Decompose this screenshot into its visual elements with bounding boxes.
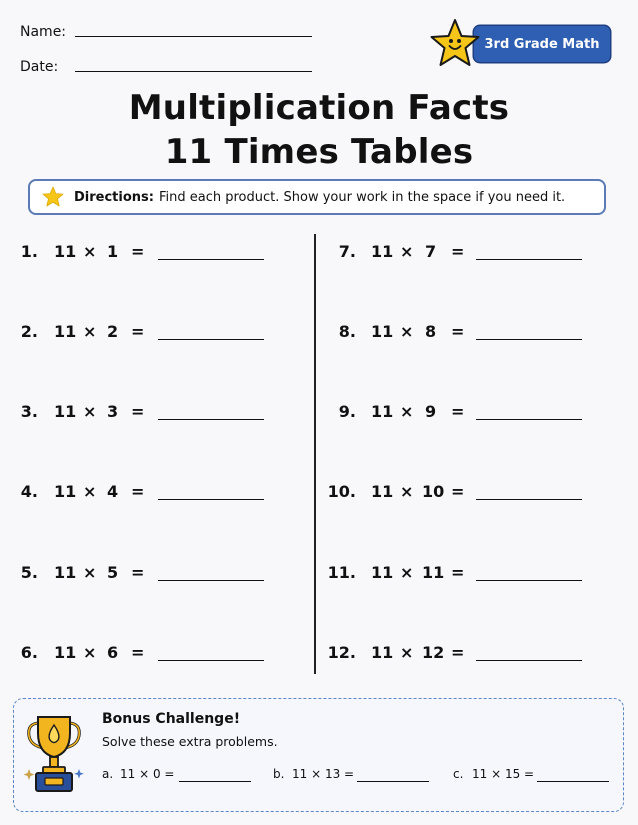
bonus-item-label: c.	[453, 767, 464, 781]
problem-factor-a: 11	[54, 402, 77, 421]
problem-number: 2.	[20, 322, 38, 341]
equals-sign: =	[451, 242, 465, 261]
problem-factor-a: 11	[54, 563, 77, 582]
problem-factor-b: 10	[422, 482, 445, 501]
grade-badge	[428, 18, 614, 70]
answer-blank[interactable]	[476, 580, 582, 581]
times-sign: ×	[400, 563, 414, 582]
answer-blank[interactable]	[476, 419, 582, 420]
problem-factor-b: 5	[107, 563, 119, 582]
answer-blank[interactable]	[158, 259, 264, 260]
problem-item	[318, 480, 632, 504]
date-field[interactable]	[75, 70, 312, 72]
times-sign: ×	[400, 402, 414, 421]
problem-factor-a: 11	[54, 643, 77, 662]
problem-number: 9.	[338, 402, 356, 421]
problem-factor-b: 12	[422, 643, 445, 662]
bonus-item-label: b.	[273, 767, 285, 781]
bonus-answer-blank[interactable]	[357, 781, 429, 782]
star-face-icon	[428, 18, 482, 70]
problem-number: 10.	[327, 482, 356, 501]
trophy-icon	[24, 711, 84, 801]
problem-number: 8.	[338, 322, 356, 341]
problem-item	[318, 561, 632, 585]
directions-box	[28, 179, 606, 215]
problem-factor-a: 11	[371, 643, 394, 662]
date-label: Date:	[20, 59, 59, 75]
times-sign: ×	[83, 482, 97, 501]
answer-blank[interactable]	[158, 499, 264, 500]
answer-blank[interactable]	[158, 419, 264, 420]
problem-item	[318, 320, 632, 344]
times-sign: ×	[400, 242, 414, 261]
times-sign: ×	[83, 563, 97, 582]
problem-number: 4.	[20, 482, 38, 501]
bonus-item-expression: 11 × 0 =	[120, 767, 175, 781]
bonus-title: Bonus Challenge!	[102, 711, 241, 727]
problem-number: 11.	[327, 563, 356, 582]
problem-factor-b: 7	[425, 242, 437, 261]
answer-blank[interactable]	[476, 339, 582, 340]
times-sign: ×	[400, 482, 414, 501]
equals-sign: =	[131, 242, 145, 261]
star-icon	[42, 186, 64, 208]
problem-factor-a: 11	[371, 482, 394, 501]
name-label: Name:	[20, 24, 67, 40]
problem-number: 12.	[327, 643, 356, 662]
directions-text: Find each product. Show your work in the space if you need it.	[158, 189, 566, 205]
problem-factor-a: 11	[371, 563, 394, 582]
answer-blank[interactable]	[158, 660, 264, 661]
problem-factor-b: 8	[425, 322, 437, 341]
problem-factor-b: 6	[107, 643, 119, 662]
column-divider	[314, 234, 316, 674]
equals-sign: =	[131, 563, 145, 582]
bonus-challenge-box	[13, 698, 624, 812]
problem-factor-a: 11	[371, 322, 394, 341]
directions-label: Directions:	[74, 189, 154, 205]
times-sign: ×	[400, 322, 414, 341]
problem-factor-a: 11	[54, 242, 77, 261]
problem-factor-b: 11	[422, 563, 445, 582]
bonus-subtitle: Solve these extra problems.	[102, 734, 278, 749]
problem-item	[318, 400, 632, 424]
bonus-answer-blank[interactable]	[179, 781, 251, 782]
times-sign: ×	[83, 643, 97, 662]
equals-sign: =	[451, 643, 465, 662]
problem-item	[0, 240, 314, 264]
problem-factor-b: 4	[107, 482, 119, 501]
problem-item	[318, 240, 632, 264]
times-sign: ×	[83, 322, 97, 341]
page-title-line-2: 11 Times Tables	[164, 132, 474, 172]
equals-sign: =	[131, 482, 145, 501]
equals-sign: =	[131, 402, 145, 421]
equals-sign: =	[451, 563, 465, 582]
answer-blank[interactable]	[476, 499, 582, 500]
grade-label: 3rd Grade Math	[474, 26, 610, 62]
date-row	[20, 53, 320, 75]
problem-item	[0, 400, 314, 424]
bonus-item-expression: 11 × 15 =	[472, 767, 535, 781]
times-sign: ×	[83, 242, 97, 261]
problem-number: 5.	[20, 563, 38, 582]
equals-sign: =	[451, 322, 465, 341]
problem-item	[0, 641, 314, 665]
problem-factor-a: 11	[54, 482, 77, 501]
problem-factor-b: 2	[107, 322, 119, 341]
answer-blank[interactable]	[476, 259, 582, 260]
problem-factor-a: 11	[371, 402, 394, 421]
problem-number: 7.	[338, 242, 356, 261]
problem-number: 6.	[20, 643, 38, 662]
page-title-line-1: Multiplication Facts	[128, 88, 510, 128]
equals-sign: =	[131, 322, 145, 341]
equals-sign: =	[451, 402, 465, 421]
problem-factor-a: 11	[371, 242, 394, 261]
bonus-item-expression: 11 × 13 =	[292, 767, 355, 781]
problem-item	[0, 320, 314, 344]
bonus-item-label: a.	[102, 767, 114, 781]
answer-blank[interactable]	[476, 660, 582, 661]
answer-blank[interactable]	[158, 339, 264, 340]
bonus-answer-blank[interactable]	[537, 781, 609, 782]
problem-item	[0, 480, 314, 504]
problem-factor-b: 1	[107, 242, 119, 261]
problem-factor-b: 9	[425, 402, 437, 421]
problem-number: 1.	[20, 242, 38, 261]
problem-factor-a: 11	[54, 322, 77, 341]
times-sign: ×	[83, 402, 97, 421]
answer-blank[interactable]	[158, 580, 264, 581]
name-field[interactable]	[75, 35, 312, 37]
times-sign: ×	[400, 643, 414, 662]
problem-factor-b: 3	[107, 402, 119, 421]
equals-sign: =	[131, 643, 145, 662]
name-row	[20, 18, 320, 40]
problem-item	[318, 641, 632, 665]
problem-item	[0, 561, 314, 585]
problem-number: 3.	[20, 402, 38, 421]
name-date-block	[20, 18, 320, 88]
equals-sign: =	[451, 482, 465, 501]
